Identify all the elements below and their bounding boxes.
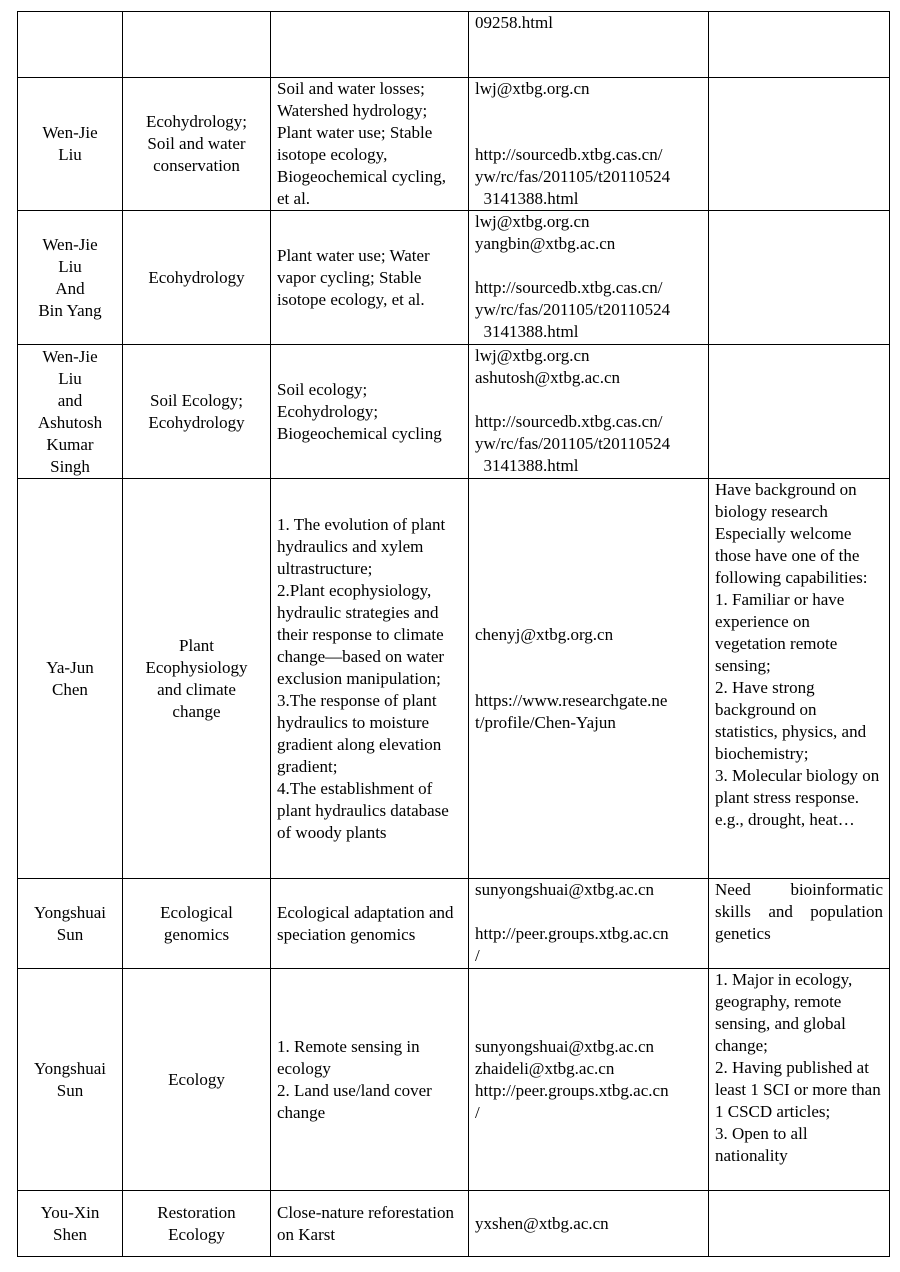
- research-topics-cell: Ecological adaptation and speciation genomics: [271, 879, 469, 969]
- research-topics-cell: Plant water use; Water vapor cycling; Stable isotope ecology, et al.: [271, 211, 469, 345]
- table-row: [18, 345, 890, 479]
- supervisor-name-cell: [18, 12, 123, 78]
- contact-cell: yxshen@xtbg.ac.cn: [469, 1191, 709, 1257]
- contact-cell: lwj@xtbg.org.cn http://sourcedb.xtbg.cas.cn/ yw/rc/fas/201105/t20110524 3141388.html: [469, 78, 709, 211]
- supervisor-name-cell: Wen-Jie Liu: [18, 78, 123, 211]
- contact-cell: chenyj@xtbg.org.cn https://www.researchgate.ne t/profile/Chen-Yajun: [469, 479, 709, 879]
- research-topics-cell: Soil and water losses; Watershed hydrology; Plant water use; Stable isotope ecology, Biogeochemical cycling, et al.: [271, 78, 469, 211]
- research-topics-cell: Soil ecology; Ecohydrology; Biogeochemical cycling: [271, 345, 469, 479]
- contact-cell: 09258.html: [469, 12, 709, 78]
- research-field-cell: Ecological genomics: [123, 879, 271, 969]
- research-field-cell: Ecology: [123, 969, 271, 1191]
- research-field-cell: Restoration Ecology: [123, 1191, 271, 1257]
- research-topics-cell: 1. The evolution of plant hydraulics and xylem ultrastructure; 2.Plant ecophysiology, hydraulic strategies and their response to climate change—based on water exclusion manipulation; 3.The response of plant hydraulics to moisture gradient along elevation gradient; 4.The establishment of plant hydraulics database of woody plants: [271, 479, 469, 879]
- research-field-cell: Ecohydrology; Soil and water conservation: [123, 78, 271, 211]
- research-field-cell: Ecohydrology: [123, 211, 271, 345]
- requirements-cell: [709, 1191, 890, 1257]
- contact-cell: lwj@xtbg.org.cn yangbin@xtbg.ac.cn http://sourcedb.xtbg.cas.cn/ yw/rc/fas/201105/t20110524 3141388.html: [469, 211, 709, 345]
- table-row: [18, 12, 890, 78]
- supervisor-name-cell: Wen-Jie Liu And Bin Yang: [18, 211, 123, 345]
- contact-cell: sunyongshuai@xtbg.ac.cn zhaideli@xtbg.ac.cn http://peer.groups.xtbg.ac.cn /: [469, 969, 709, 1191]
- contact-cell: sunyongshuai@xtbg.ac.cn http://peer.groups.xtbg.ac.cn /: [469, 879, 709, 969]
- research-topics-cell: 1. Remote sensing in ecology 2. Land use/land cover change: [271, 969, 469, 1191]
- requirements-cell: Have background on biology research Especially welcome those have one of the following capabilities: 1. Familiar or have experience on vegetation remote sensing; 2. Have strong background on statistics, physics, and biochemistry; 3. Molecular biology on plant stress response. e.g., drought, heat…: [709, 479, 890, 879]
- supervisor-name-cell: Ya-Jun Chen: [18, 479, 123, 879]
- supervisor-name-cell: Wen-Jie Liu and Ashutosh Kumar Singh: [18, 345, 123, 479]
- research-field-cell: [123, 12, 271, 78]
- requirements-cell: [709, 12, 890, 78]
- contact-cell: lwj@xtbg.org.cn ashutosh@xtbg.ac.cn http://sourcedb.xtbg.cas.cn/ yw/rc/fas/201105/t20110524 3141388.html: [469, 345, 709, 479]
- research-topics-cell: Close-nature reforestation on Karst: [271, 1191, 469, 1257]
- table-row: [18, 879, 890, 969]
- research-field-cell: Plant Ecophysiology and climate change: [123, 479, 271, 879]
- supervisor-name-cell: Yongshuai Sun: [18, 879, 123, 969]
- table-row: [18, 479, 890, 879]
- requirements-cell: [709, 211, 890, 345]
- supervisor-name-cell: Yongshuai Sun: [18, 969, 123, 1191]
- table-row: [18, 211, 890, 345]
- research-topics-cell: [271, 12, 469, 78]
- requirements-cell: Need bioinformatic skills and population genetics: [709, 879, 890, 969]
- research-field-cell: Soil Ecology; Ecohydrology: [123, 345, 271, 479]
- table-row: [18, 969, 890, 1191]
- requirements-cell: [709, 345, 890, 479]
- requirements-cell: [709, 78, 890, 211]
- requirements-cell: 1. Major in ecology, geography, remote sensing, and global change; 2. Having published at least 1 SCI or more than 1 CSCD articles; 3. Open to all nationality: [709, 969, 890, 1191]
- table-row: [18, 78, 890, 211]
- supervisor-name-cell: You-Xin Shen: [18, 1191, 123, 1257]
- table-row: [18, 1191, 890, 1257]
- supervisor-table: [17, 11, 890, 1257]
